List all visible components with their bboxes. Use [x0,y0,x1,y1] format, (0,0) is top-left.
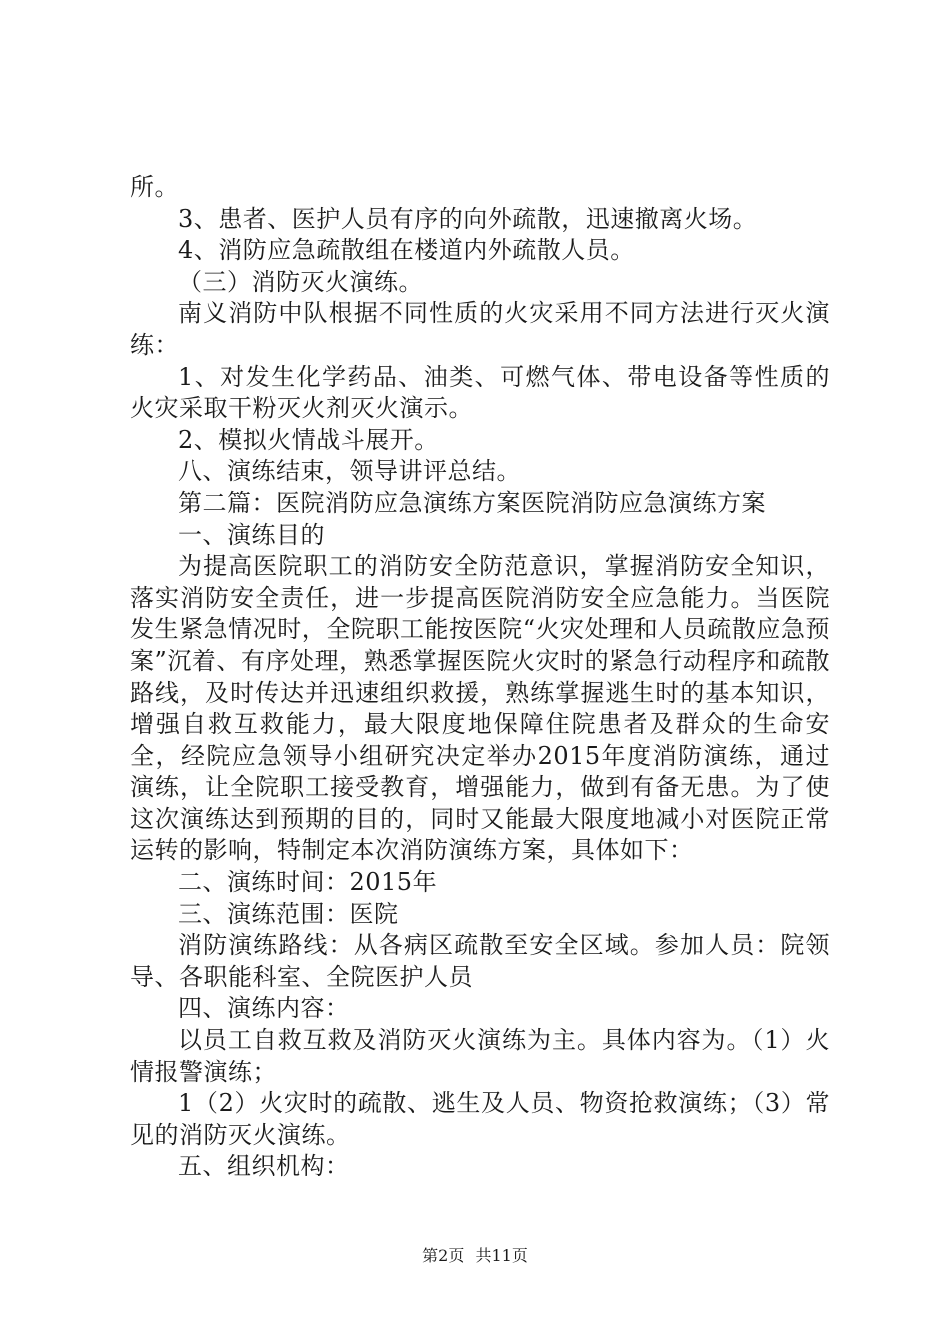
paragraph: 消防演练路线：从各病区疏散至安全区域。参加人员：院领导、各职能科室、全院医护人员 [130,931,830,991]
paragraph: 2、模拟火情战斗展开。 [178,425,439,454]
section-heading: 二、演练时间：2015年 [178,868,438,897]
page-total: 共11页 [475,1246,528,1265]
section-heading: （三）消防灭火演练。 [178,267,423,296]
paragraph: 所。 [130,173,179,201]
section-heading: 三、演练范围：医院 [178,899,399,928]
section-heading: 八、演练结束，领导讲评总结。 [178,457,521,486]
section-heading: 四、演练内容： [178,994,350,1023]
paragraph: 4、消防应急疏散组在楼道内外疏散人员。 [178,236,635,265]
paragraph: 以员工自救互救及消防灭火演练为主。具体内容为。（1）火情报警演练； [130,1026,830,1086]
chapter-title: 第二篇：医院消防应急演练方案医院消防应急演练方案 [178,488,766,517]
page-number: 第2页 [422,1246,465,1265]
section-heading: 五、组织机构： [178,1152,350,1181]
page-footer [0,1246,950,1266]
paragraph: 3、患者、医护人员有序的向外疏散，迅速撤离火场。 [178,204,758,233]
section-heading: 一、演练目的 [178,520,325,549]
paragraph: 南义消防中队根据不同性质的火灾采用不同方法进行灭火演练： [130,299,830,359]
document-body [130,172,830,1183]
paragraph: 1（2）火灾时的疏散、逃生及人员、物资抢救演练；（3）常见的消防灭火演练。 [130,1089,830,1149]
paragraph: 1、对发生化学药品、油类、可燃气体、带电设备等性质的火灾采取干粉灭火剂灭火演示。 [130,362,830,423]
paragraph: 为提高医院职工的消防安全防范意识，掌握消防安全知识，落实消防安全责任，进一步提高医院消防安全应急能力。当医院发生紧急情况时，全院职工能按医院“火灾处理和人员疏散应急预案”沉着、有序处理，熟悉掌握医院火灾时的紧急行动程序和疏散路线，及时传达并迅速组织救援，熟练掌握逃生时的基本知识，增强自救互救能力，最大限度地保障住院患者及群众的生命安全，经院应急领导小组研究决定举办2015年度消防演练，通过演练，让全院职工接受教育，增强能力，做到有备无患。为了使这次演练达到预期的目的，同时又能最大限度地减小对医院正常运转的影响，特制定本次消防演练方案，具体如下： [130,552,830,865]
